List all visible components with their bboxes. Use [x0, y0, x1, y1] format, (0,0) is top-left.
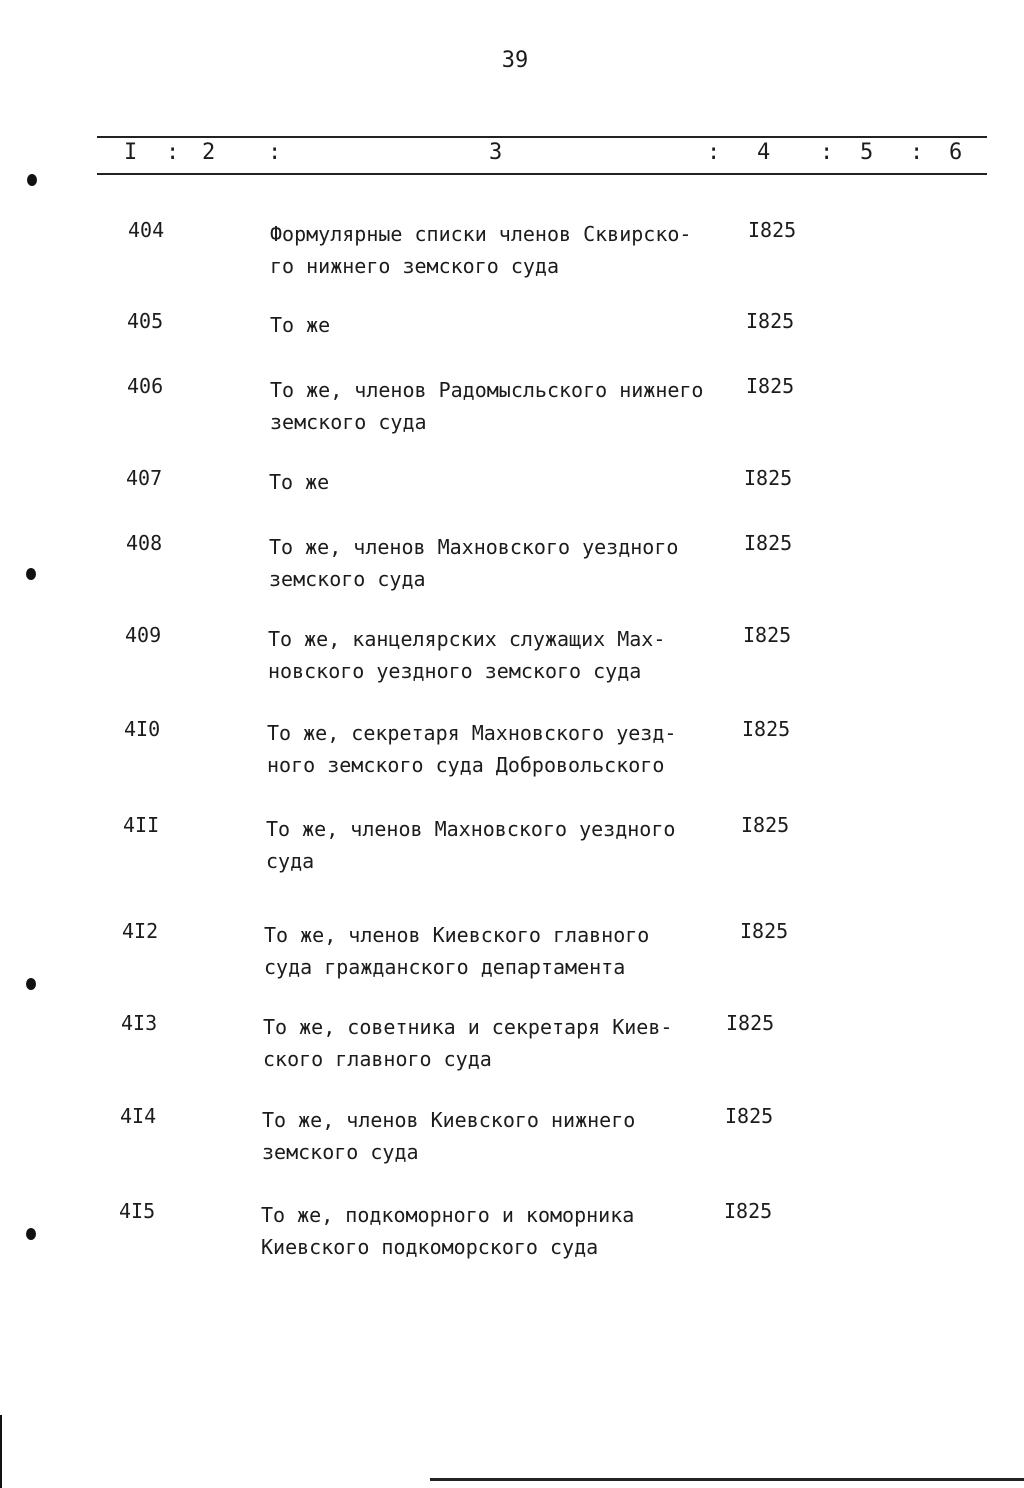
column-header-2: 2 — [202, 140, 216, 165]
item-number: 4I0 — [124, 717, 161, 741]
punch-hole-mark — [26, 1228, 36, 1240]
item-description — [262, 1104, 635, 1168]
description-line: го нижнего земского суда — [270, 254, 559, 278]
description-line: То же, членов Киевского главного — [264, 923, 650, 947]
item-description — [261, 1199, 634, 1263]
description-line: новского уездного земского суда — [268, 659, 642, 683]
item-description — [270, 309, 330, 341]
description-line: земского суда — [270, 410, 427, 434]
item-description — [264, 919, 649, 983]
item-description — [266, 813, 675, 877]
item-year: I825 — [742, 717, 791, 741]
column-separator: : — [820, 140, 834, 165]
column-header-5: 5 — [860, 140, 874, 165]
item-number: 4I4 — [120, 1104, 157, 1128]
description-line: Киевского подкоморского суда — [261, 1235, 599, 1259]
punch-hole-mark — [26, 978, 36, 990]
item-description — [269, 531, 678, 595]
description-line: То же, подкоморного и коморника — [261, 1203, 635, 1227]
punch-hole-mark — [26, 568, 36, 580]
description-line: земского суда — [262, 1140, 419, 1164]
item-number: 405 — [127, 309, 164, 333]
item-year: I825 — [746, 309, 795, 333]
description-line: То же, советника и секретаря Киев- — [263, 1015, 673, 1039]
page-number: 39 — [501, 48, 529, 73]
column-separator: : — [707, 140, 721, 165]
item-number: 4I5 — [119, 1199, 156, 1223]
item-year: I825 — [746, 374, 795, 398]
item-description — [269, 466, 329, 498]
item-number: 406 — [127, 374, 164, 398]
item-description — [270, 374, 703, 438]
description-line: То же, членов Радомысльского нижнего — [270, 378, 704, 402]
description-line: То же, канцелярских служащих Мах- — [268, 627, 666, 651]
description-line: Формулярные списки членов Сквирско- — [270, 222, 692, 246]
item-year: I825 — [726, 1011, 775, 1035]
margin-edge-line — [0, 1415, 2, 1488]
item-number: 4II — [123, 813, 160, 837]
header-top-rule — [97, 136, 987, 138]
item-year: I825 — [740, 919, 789, 943]
header-bottom-rule — [97, 173, 987, 175]
item-year: I825 — [743, 623, 792, 647]
description-line: суда гражданского департамента — [264, 955, 626, 979]
column-separator: : — [166, 140, 180, 165]
item-number: 404 — [128, 218, 165, 242]
item-number: 407 — [126, 466, 163, 490]
column-separator: : — [910, 140, 924, 165]
item-year: I825 — [724, 1199, 773, 1223]
item-year: I825 — [741, 813, 790, 837]
column-separator: : — [268, 140, 282, 165]
description-line: ского главного суда — [263, 1047, 492, 1071]
description-line: То же, членов Махновского уездного — [269, 535, 679, 559]
item-year: I825 — [744, 466, 793, 490]
description-line: То же — [270, 313, 331, 337]
item-number: 4I3 — [121, 1011, 158, 1035]
item-description — [267, 717, 676, 781]
item-number: 408 — [126, 531, 163, 555]
description-line: То же, членов Киевского нижнего — [262, 1108, 636, 1132]
item-description — [268, 623, 665, 687]
item-year: I825 — [725, 1104, 774, 1128]
column-header-4: 4 — [757, 140, 771, 165]
item-year: I825 — [744, 531, 793, 555]
column-header-1: I — [124, 140, 138, 165]
item-number: 4I2 — [122, 919, 159, 943]
item-year: I825 — [748, 218, 797, 242]
item-description — [263, 1011, 672, 1075]
column-header-3: 3 — [489, 140, 503, 165]
bottom-edge-line — [430, 1478, 1024, 1481]
description-line: ного земского суда Добровольского — [267, 753, 665, 777]
description-line: То же — [269, 470, 330, 494]
description-line: земского суда — [269, 567, 426, 591]
punch-hole-mark — [27, 174, 37, 186]
description-line: То же, секретаря Махновского уезд- — [267, 721, 677, 745]
description-line: То же, членов Махновского уездного — [266, 817, 676, 841]
item-description — [270, 218, 691, 282]
column-header-6: 6 — [949, 140, 963, 165]
description-line: суда — [266, 849, 315, 873]
item-number: 409 — [125, 623, 162, 647]
